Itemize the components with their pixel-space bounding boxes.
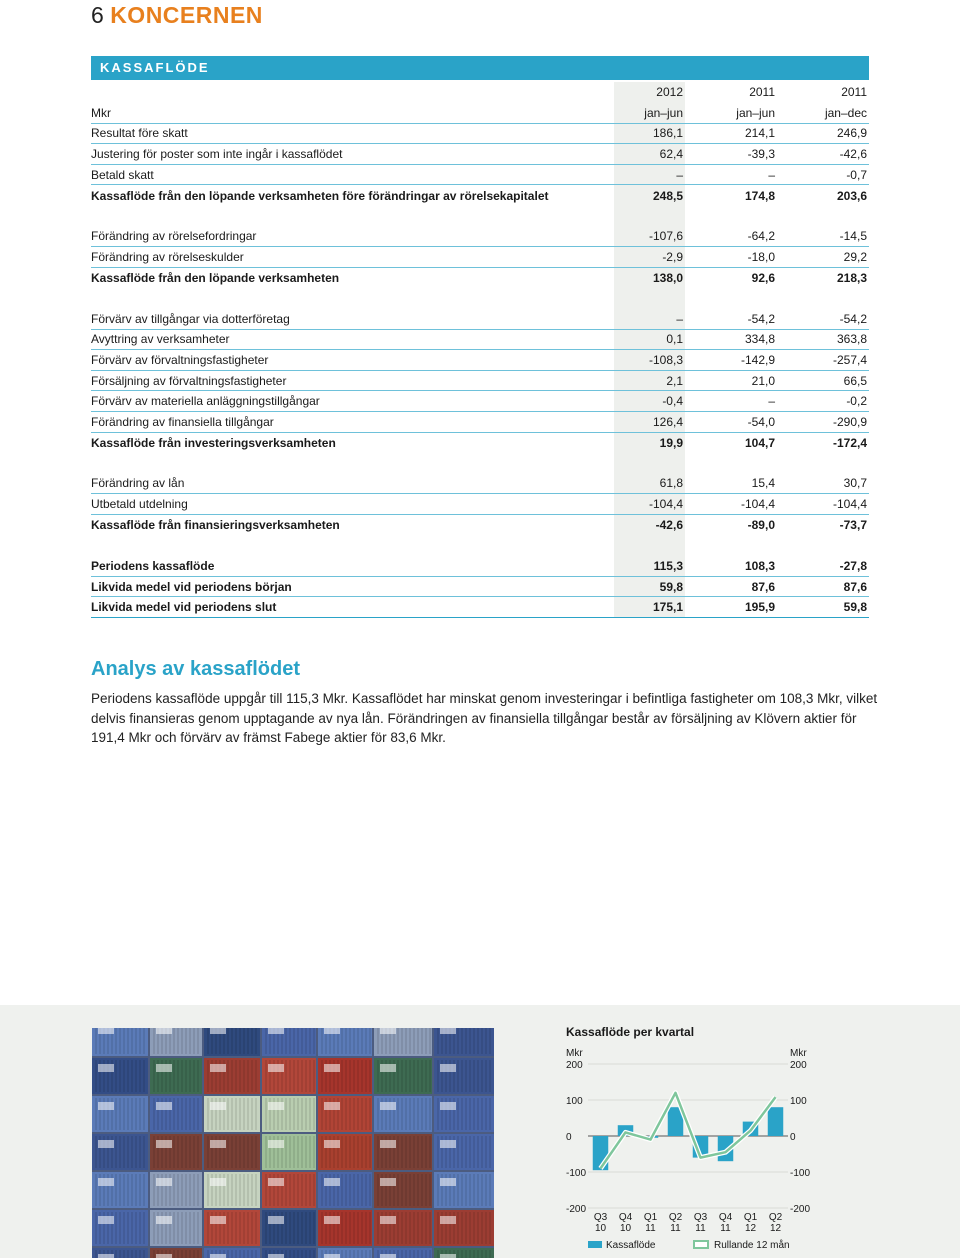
container-marking [324, 1028, 340, 1034]
row-value: 19,9 [614, 432, 685, 453]
row-value: – [685, 391, 777, 412]
row-value: – [614, 309, 685, 330]
y-tick-right: -100 [790, 1168, 811, 1179]
y-axis-unit-right: Mkr [790, 1048, 807, 1059]
x-tick-quarter: Q1 [743, 1212, 758, 1223]
row-value: 115,3 [614, 556, 685, 577]
row-value: 186,1 [614, 123, 685, 144]
legend-label-bar: Kassaflöde [606, 1240, 656, 1251]
header-empty [91, 82, 614, 103]
spacer-cell [91, 535, 614, 556]
row-label: Justering för poster som inte ingår i kassaflödet [91, 144, 614, 165]
cashflow-table [91, 82, 869, 618]
row-value: -27,8 [777, 556, 869, 577]
spacer-cell [777, 453, 869, 474]
container-marking [210, 1140, 226, 1148]
container-marking [380, 1102, 396, 1110]
row-value: 15,4 [685, 473, 777, 494]
spacer-cell [777, 206, 869, 227]
row-value: -42,6 [777, 144, 869, 165]
row-label: Förvärv av materiella anläggningstillgångar [91, 391, 614, 412]
container-marking [380, 1028, 396, 1034]
container-marking [156, 1216, 172, 1224]
table-row [91, 597, 869, 618]
header-year-row [91, 82, 869, 103]
row-label: Avyttring av verksamheter [91, 329, 614, 350]
container-marking [98, 1178, 114, 1186]
container-marking [210, 1178, 226, 1186]
container-marking [156, 1028, 172, 1034]
row-value: 62,4 [614, 144, 685, 165]
y-tick-left: -200 [566, 1204, 587, 1215]
y-tick-right: 100 [790, 1096, 807, 1107]
row-value: -54,0 [685, 412, 777, 433]
container-marking [98, 1254, 114, 1258]
row-value: 126,4 [614, 412, 685, 433]
row-value: -142,9 [685, 350, 777, 371]
table-row [91, 350, 869, 371]
container-block [374, 1058, 432, 1094]
chart-svg [548, 1022, 848, 1258]
table-row [91, 576, 869, 597]
container-marking [98, 1064, 114, 1072]
container-marking [268, 1254, 284, 1258]
row-value: -54,2 [777, 309, 869, 330]
container-block [434, 1134, 494, 1170]
table-row [91, 226, 869, 247]
container-block [374, 1096, 432, 1132]
container-marking [440, 1064, 456, 1072]
x-tick-year: 11 [720, 1223, 731, 1234]
container-marking [440, 1254, 456, 1258]
container-marking [324, 1254, 340, 1258]
container-marking [268, 1028, 284, 1034]
table-row [91, 432, 869, 453]
column-year: 2011 [749, 85, 775, 100]
spacer-cell [614, 206, 685, 227]
y-tick-left: 0 [566, 1132, 572, 1143]
row-value: -54,2 [685, 309, 777, 330]
row-value: 246,9 [777, 123, 869, 144]
table-row [91, 309, 869, 330]
spacer-row [91, 288, 869, 309]
spacer-cell [91, 288, 614, 309]
spacer-cell [777, 535, 869, 556]
row-value: 175,1 [614, 597, 685, 618]
row-value: 334,8 [685, 329, 777, 350]
x-tick-year: 11 [695, 1223, 706, 1234]
container-block [374, 1172, 432, 1208]
container-marking [268, 1064, 284, 1072]
row-value: 214,1 [685, 123, 777, 144]
table-row [91, 123, 869, 144]
container-marking [380, 1216, 396, 1224]
container-marking [98, 1028, 114, 1034]
column-period: jan–jun [614, 103, 685, 124]
row-value: -104,4 [777, 494, 869, 515]
container-marking [324, 1102, 340, 1110]
row-label: Kassaflöde från den löpande verksamheten före förändringar av rörelsekapitalet [91, 188, 549, 203]
quarterly-cashflow-chart [548, 1022, 848, 1258]
row-value: -0,7 [777, 164, 869, 185]
row-value: -257,4 [777, 350, 869, 371]
container-marking [156, 1102, 172, 1110]
row-label: Försäljning av förvaltningsfastigheter [91, 370, 614, 391]
legend-label-line: Rullande 12 mån [714, 1240, 790, 1251]
row-value: 61,8 [614, 473, 685, 494]
x-tick-year: 11 [645, 1223, 656, 1234]
spacer-row [91, 206, 869, 227]
row-value: 59,8 [777, 597, 869, 618]
container-marking [380, 1140, 396, 1148]
row-value: -64,2 [685, 226, 777, 247]
column-period: jan–jun [685, 103, 777, 124]
x-tick-quarter: Q3 [693, 1212, 708, 1223]
cashflow-title-bar: KASSAFLÖDE [91, 56, 869, 80]
chart-title: Kassaflöde per kvartal [566, 1025, 695, 1039]
spacer-row [91, 453, 869, 474]
bar [768, 1107, 784, 1136]
row-value: -39,3 [685, 144, 777, 165]
spacer-cell [685, 535, 777, 556]
x-tick-quarter: Q3 [593, 1212, 608, 1223]
row-value: 138,0 [614, 267, 685, 288]
container-marking [98, 1216, 114, 1224]
container-marking [210, 1102, 226, 1110]
row-label: Likvida medel vid periodens slut [91, 597, 614, 618]
container-marking [156, 1254, 172, 1258]
spacer-cell [91, 453, 614, 474]
x-tick-quarter: Q2 [768, 1212, 783, 1223]
x-tick-quarter: Q4 [618, 1212, 633, 1223]
y-tick-right: 200 [790, 1060, 807, 1071]
row-value: 203,6 [836, 188, 867, 203]
spacer-cell [614, 535, 685, 556]
row-label: Kassaflöde från den löpande verksamheten [91, 270, 340, 285]
unit-label: Mkr [91, 103, 614, 124]
spacer-row [91, 535, 869, 556]
row-label: Resultat före skatt [91, 123, 614, 144]
table-row [91, 494, 869, 515]
row-value: 174,8 [744, 188, 775, 203]
row-value: 66,5 [777, 370, 869, 391]
row-label: Förändring av rörelseskulder [91, 247, 614, 268]
y-tick-right: 0 [790, 1132, 796, 1143]
header-period-row [91, 103, 869, 124]
table-row [91, 164, 869, 185]
container-marking [324, 1140, 340, 1148]
table-row [91, 247, 869, 268]
row-label: Kassaflöde från investeringsverksamheten [91, 435, 336, 450]
row-value: 218,3 [836, 270, 867, 285]
table-row [91, 144, 869, 165]
container-marking [440, 1216, 456, 1224]
container-marking [268, 1140, 284, 1148]
row-value: 21,0 [685, 370, 777, 391]
analysis-text: Periodens kassaflöde uppgår till 115,3 Mkr. Kassaflödet har minskat genom investeringar i befintliga fastigheter om 108,3 Mkr, vilket delvis finansieras genom upptagande av nya lån. Förändringen av finansiella tillgångar består av försäljning av Klövern aktier för 191,4 Mkr och förvärv av främst Fabege aktier för 83,6 Mkr. [91, 691, 878, 745]
table-row [91, 473, 869, 494]
row-value: -172,4 [832, 435, 867, 450]
row-label: Förändring av finansiella tillgångar [91, 412, 614, 433]
row-value: -73,7 [839, 518, 867, 533]
row-label: Förvärv av tillgångar via dotterföretag [91, 309, 614, 330]
row-value: 0,1 [614, 329, 685, 350]
table-row [91, 329, 869, 350]
row-value: 87,6 [685, 576, 777, 597]
x-tick-year: 12 [744, 1223, 757, 1234]
y-tick-left: 200 [566, 1060, 583, 1071]
y-tick-left: -100 [566, 1168, 587, 1179]
table-row [91, 556, 869, 577]
row-value: -18,0 [685, 247, 777, 268]
spacer-cell [777, 288, 869, 309]
y-tick-left: 100 [566, 1096, 583, 1107]
row-label: Förändring av lån [91, 473, 614, 494]
row-value: 104,7 [744, 435, 775, 450]
container-marking [98, 1102, 114, 1110]
section-title: KONCERNEN [110, 2, 263, 28]
row-value: -108,3 [614, 350, 685, 371]
row-value: 30,7 [777, 473, 869, 494]
x-tick-quarter: Q1 [643, 1212, 658, 1223]
container-block [434, 1172, 494, 1208]
container-marking [210, 1028, 226, 1034]
row-value: -104,4 [685, 494, 777, 515]
row-value: -0,2 [777, 391, 869, 412]
x-tick-quarter: Q4 [718, 1212, 733, 1223]
row-value: 92,6 [751, 270, 775, 285]
row-label: Förvärv av förvaltningsfastigheter [91, 350, 614, 371]
row-value: -42,6 [614, 514, 685, 535]
container-marking [324, 1216, 340, 1224]
x-tick-year: 10 [619, 1223, 632, 1234]
table-row [91, 370, 869, 391]
row-value: -0,4 [614, 391, 685, 412]
container-marking [268, 1216, 284, 1224]
container-marking [268, 1178, 284, 1186]
row-value: 29,2 [777, 247, 869, 268]
column-period: jan–dec [777, 103, 869, 124]
row-label: Kassaflöde från finansieringsverksamheten [91, 518, 340, 533]
container-marking [210, 1216, 226, 1224]
y-axis-unit-left: Mkr [566, 1048, 583, 1059]
analysis-title: Analys av kassaflödet [91, 658, 300, 680]
row-label: Periodens kassaflöde [91, 556, 614, 577]
spacer-cell [685, 288, 777, 309]
container-marking [440, 1140, 456, 1148]
container-marking [324, 1064, 340, 1072]
row-value: -89,0 [747, 518, 775, 533]
container-block [434, 1210, 494, 1246]
row-label: Utbetald utdelning [91, 494, 614, 515]
container-marking [98, 1140, 114, 1148]
container-marking [210, 1254, 226, 1258]
legend-swatch-line [694, 1241, 708, 1248]
legend-swatch-bar [588, 1241, 602, 1248]
table-row [91, 267, 869, 288]
container-marking [156, 1178, 172, 1186]
x-tick-year: 12 [769, 1223, 782, 1234]
table-row [91, 412, 869, 433]
table-row [91, 391, 869, 412]
spacer-cell [91, 206, 614, 227]
row-label: Likvida medel vid periodens början [91, 576, 614, 597]
row-label: Betald skatt [91, 164, 614, 185]
container-marking [324, 1178, 340, 1186]
row-value: -290,9 [777, 412, 869, 433]
y-tick-right: -200 [790, 1204, 811, 1215]
row-value: -107,6 [614, 226, 685, 247]
row-value: – [614, 164, 685, 185]
x-tick-year: 10 [594, 1223, 607, 1234]
row-value: 108,3 [685, 556, 777, 577]
column-year: 2012 [614, 82, 685, 103]
container-marking [440, 1178, 456, 1186]
x-tick-year: 11 [670, 1223, 681, 1234]
page-header [91, 0, 263, 30]
row-value: 195,9 [685, 597, 777, 618]
x-tick-quarter: Q2 [668, 1212, 683, 1223]
row-value: 2,1 [614, 370, 685, 391]
container-block [434, 1058, 494, 1094]
shipping-containers-photo [92, 1028, 494, 1258]
container-marking [380, 1254, 396, 1258]
container-marking [210, 1064, 226, 1072]
row-value: 248,5 [614, 185, 685, 206]
row-value: 87,6 [777, 576, 869, 597]
table-row [91, 514, 869, 535]
column-year: 2011 [841, 85, 867, 100]
container-stack-illustration [92, 1028, 494, 1258]
container-marking [268, 1102, 284, 1110]
container-marking [156, 1140, 172, 1148]
row-value: – [685, 164, 777, 185]
table-row [91, 185, 869, 206]
container-marking [156, 1064, 172, 1072]
container-block [434, 1096, 494, 1132]
spacer-cell [685, 206, 777, 227]
row-value: -104,4 [614, 494, 685, 515]
container-marking [440, 1102, 456, 1110]
container-marking [380, 1178, 396, 1186]
container-marking [380, 1064, 396, 1072]
container-block [374, 1210, 432, 1246]
page-number: 6 [91, 2, 104, 28]
container-marking [440, 1028, 456, 1034]
row-value: 59,8 [614, 576, 685, 597]
container-block [374, 1134, 432, 1170]
spacer-cell [685, 453, 777, 474]
row-value: 363,8 [777, 329, 869, 350]
spacer-cell [614, 288, 685, 309]
row-label: Förändring av rörelsefordringar [91, 226, 614, 247]
spacer-cell [614, 453, 685, 474]
row-value: -14,5 [777, 226, 869, 247]
row-value: -2,9 [614, 247, 685, 268]
